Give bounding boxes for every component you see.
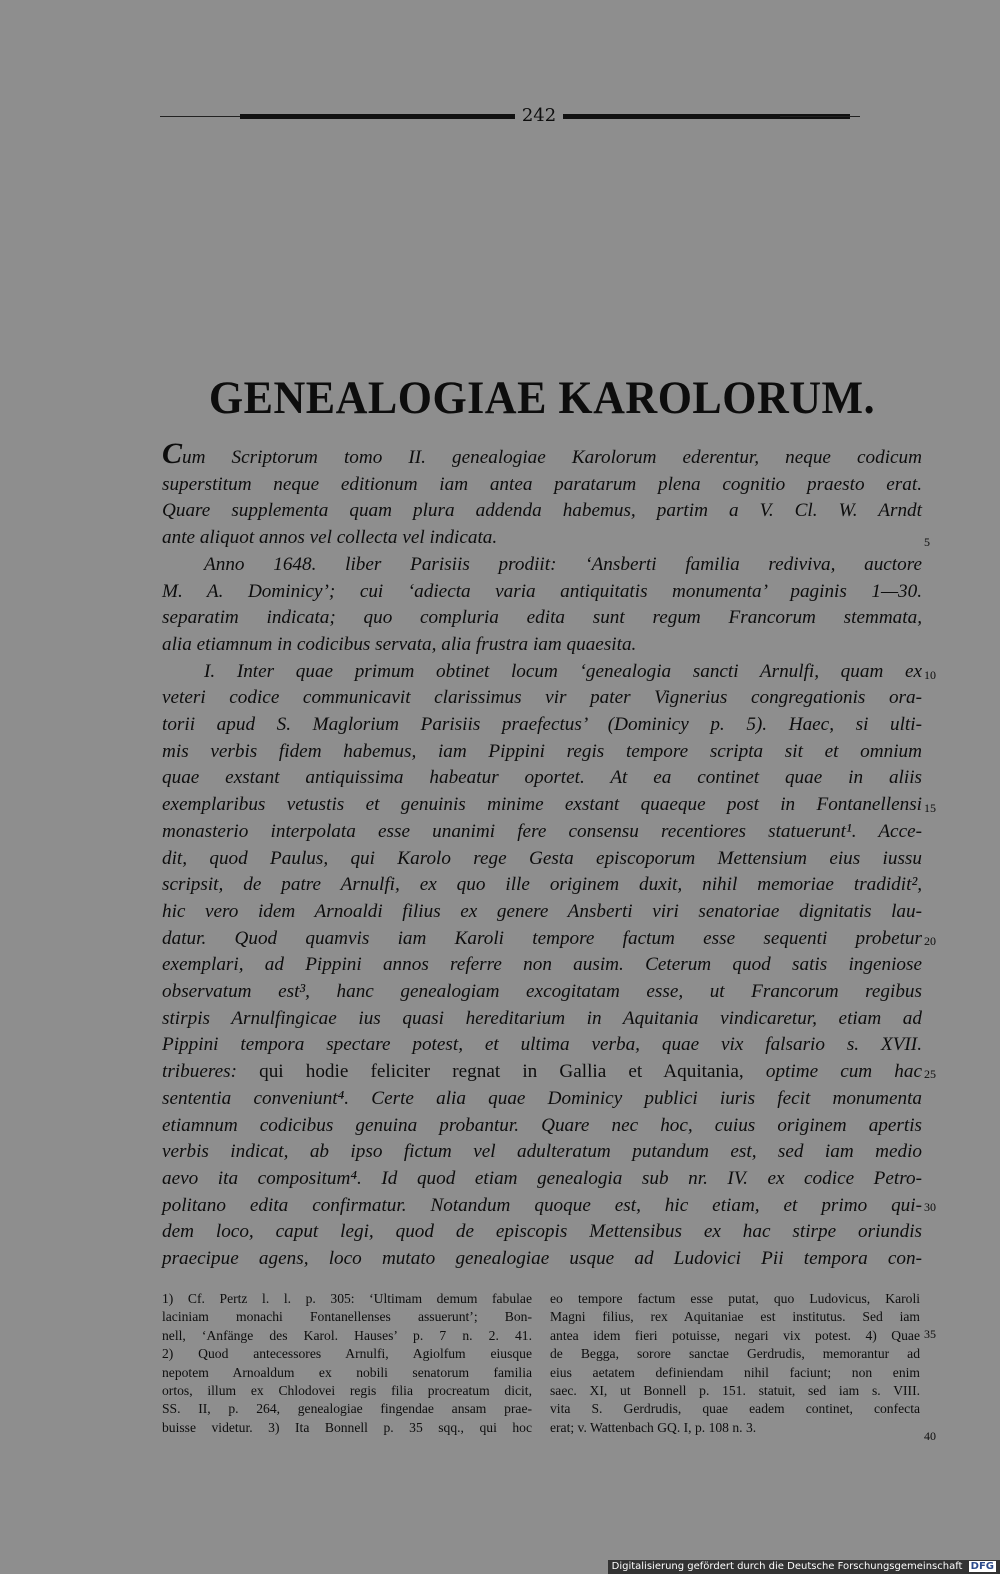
body-line: alia etiamnum in codicibus servata, alia frustra iam quaesita. <box>162 633 637 655</box>
footnote-line: laciniam monachi Fontanellenses assuerunt’; Bon- <box>162 1309 532 1325</box>
margin-line-number: 20 <box>924 934 936 948</box>
body-line: dem loco, caput legi, quod de episcopis Mettensibus ex hac stirpe oriundis <box>162 1221 922 1243</box>
footnote-line: erat; v. Wattenbach GQ. I, p. 108 n. 3. <box>550 1419 757 1435</box>
footnote-line: buisse videtur. 3) Ita Bonnell p. 35 sqq., qui hoc <box>162 1419 532 1435</box>
body-line: Quare supplementa quam plura addenda habemus, partim a V. Cl. W. Arndt <box>162 500 922 522</box>
footnote-line: vita S. Gerdrudis, quae eadem continet, confecta <box>550 1401 920 1417</box>
margin-line-number: 35 <box>924 1327 936 1341</box>
margin-line-number: 15 <box>924 801 936 815</box>
body-line: ante aliquot annos vel collecta vel indicata. <box>162 527 498 549</box>
footnote-line: antea idem fieri potuisse, negari vix potest. 4) Quae <box>550 1327 920 1343</box>
footnote-line: saec. XI, ut Bonnell p. 151. statuit, sed iam s. VIII. <box>550 1383 920 1399</box>
footnote-line: eius aetatem definiendam nihil faciunt; non enim <box>550 1364 920 1380</box>
body-line: stirpis Arnulfingicae ius quasi hereditarium in Aquitania vindicaretur, etiam ad <box>162 1007 922 1029</box>
body-line: quae exstant antiquissima habeatur oportet. At ea continet quae in aliis <box>162 767 922 789</box>
body-line: etiamnum codicibus genuina probantur. Quare nec hoc, cuius originem apertis <box>162 1114 922 1136</box>
body-line: Anno 1648. liber Parisiis prodiit: ‘Ansberti familia rediviva, auctore <box>204 553 922 575</box>
body-line: dit, quod Paulus, qui Karolo rege Gesta episcoporum Mettensium eius iussu <box>162 847 922 869</box>
footnote-line: Magni filius, rex Aquitaniae est institutus. Sed iam <box>550 1309 920 1325</box>
body-line: exemplari, ad Pippini annos referre non ausim. Ceterum quod satis ingeniose <box>162 954 922 976</box>
footnote-line: nell, ‘Anfänge des Karol. Hauses’ p. 7 n. 2. 41. <box>162 1327 532 1343</box>
body-line: separatim indicata; quo compluria edita sunt regum Francorum stemmata, <box>162 607 922 629</box>
body-line: exemplaribus vetustis et genuinis minime exstant quaeque post in Fontanellensi <box>162 794 922 816</box>
body-line: mis verbis fidem habemus, iam Pippini regis tempore scripta sit et omnium <box>162 740 922 762</box>
margin-line-number: 5 <box>924 535 930 549</box>
margin-line-number: 40 <box>924 1429 936 1443</box>
footnote-line: SS. II, p. 264, genealogiae fingendae ansam prae- <box>162 1401 532 1417</box>
page-number: 242 <box>515 104 563 128</box>
footnote-line: ortos, illum ex Chlodovei regis filia procreatum dicit, <box>162 1383 532 1399</box>
footnote-line: 2) Quod antecessores Arnulfi, Agiolfum eiusque <box>162 1346 532 1362</box>
footnotes-right-column <box>550 1290 920 1437</box>
body-line: M. A. Dominicy’; cui ‘adiecta varia antiquitatis monumenta’ paginis 1—30. <box>162 580 922 602</box>
page-title: GENEALOGIAE KAROLORUM. <box>208 371 876 424</box>
body-line: scripsit, de patre Arnulfi, ex quo ille originem duxit, nihil memoriae tradidit², <box>162 874 922 896</box>
body-line: tribueres: qui hodie feliciter regnat in Gallia et Aquitania, optime cum hac <box>162 1061 922 1083</box>
footnote-line: 1) Cf. Pertz l. l. p. 305: ‘Ultimam demum fabulae <box>162 1291 532 1306</box>
body-line: torii apud S. Maglorium Parisiis praefectus’ (Dominicy p. 5). Haec, si ulti- <box>162 714 922 736</box>
margin-line-number: 25 <box>924 1067 936 1081</box>
footnote-line: eo tempore factum esse putat, quo Ludovicus, Karoli <box>550 1291 920 1306</box>
body-line: veteri codice communicavit clarissimus vir pater Vignerius congregationis ora- <box>162 687 922 709</box>
header-rule-right <box>565 114 850 119</box>
body-line: datur. Quod quamvis iam Karoli tempore factum esse sequenti probetur <box>162 927 922 949</box>
body-line: Cum Scriptorum tomo II. genealogiae Karolorum ederentur, neque codicum <box>162 437 922 470</box>
body-line: politano edita confirmatur. Notandum quoque est, hic etiam, et primo qui- <box>162 1194 922 1216</box>
body-line: Pippini tempora spectare potest, et ultima verba, quae vix falsario s. XVII. <box>162 1034 922 1056</box>
dfg-logo: DFG <box>970 1561 994 1572</box>
body-line: I. Inter quae primum obtinet locum ‘genealogia sancti Arnulfi, quam ex <box>204 660 922 682</box>
footnote-line: nepotem Arnoaldum ex nobili senatorum familia <box>162 1364 532 1380</box>
footnotes-left-column <box>162 1290 532 1437</box>
digitization-credit <box>608 1560 1000 1574</box>
body-line: observatum est³, hanc genealogiam excogitatam esse, ut Francorum regibus <box>162 981 922 1003</box>
body-line: praecipue agens, loco mutato genealogiae usque ad Ludovici Pii tempora con- <box>162 1248 922 1270</box>
footnote-line: de Begga, sorore sanctae Gerdrudis, memorantur ad <box>550 1346 920 1362</box>
body-line: aevo ita compositum⁴. Id quod etiam genealogia sub nr. IV. ex codice Petro- <box>162 1167 922 1189</box>
body-line: hic vero idem Arnoaldi filius ex genere Ansberti viri senatoriae dignitatis lau- <box>162 900 922 922</box>
body-text <box>162 437 922 1273</box>
credit-text: Digitalisierung gefördert durch die Deutsche Forschungsgemeinschaft <box>611 1561 963 1572</box>
body-line: superstitum neque editionum iam antea paratarum plena cognitio praesto erat. <box>162 473 922 495</box>
body-line: verbis indicat, ab ipso fictum vel adulteratum putandum est, sed iam medio <box>162 1141 922 1163</box>
margin-line-number: 30 <box>924 1200 936 1214</box>
body-line: monasterio interpolata esse unanimi fere consensu recentiores statuerunt¹. Acce- <box>162 820 922 842</box>
page-header <box>160 104 850 130</box>
body-line: sententia conveniunt⁴. Certe alia quae Dominicy publici iuris fecit monumenta <box>162 1087 922 1109</box>
drop-cap: C <box>162 437 183 470</box>
margin-line-number: 10 <box>924 668 936 682</box>
